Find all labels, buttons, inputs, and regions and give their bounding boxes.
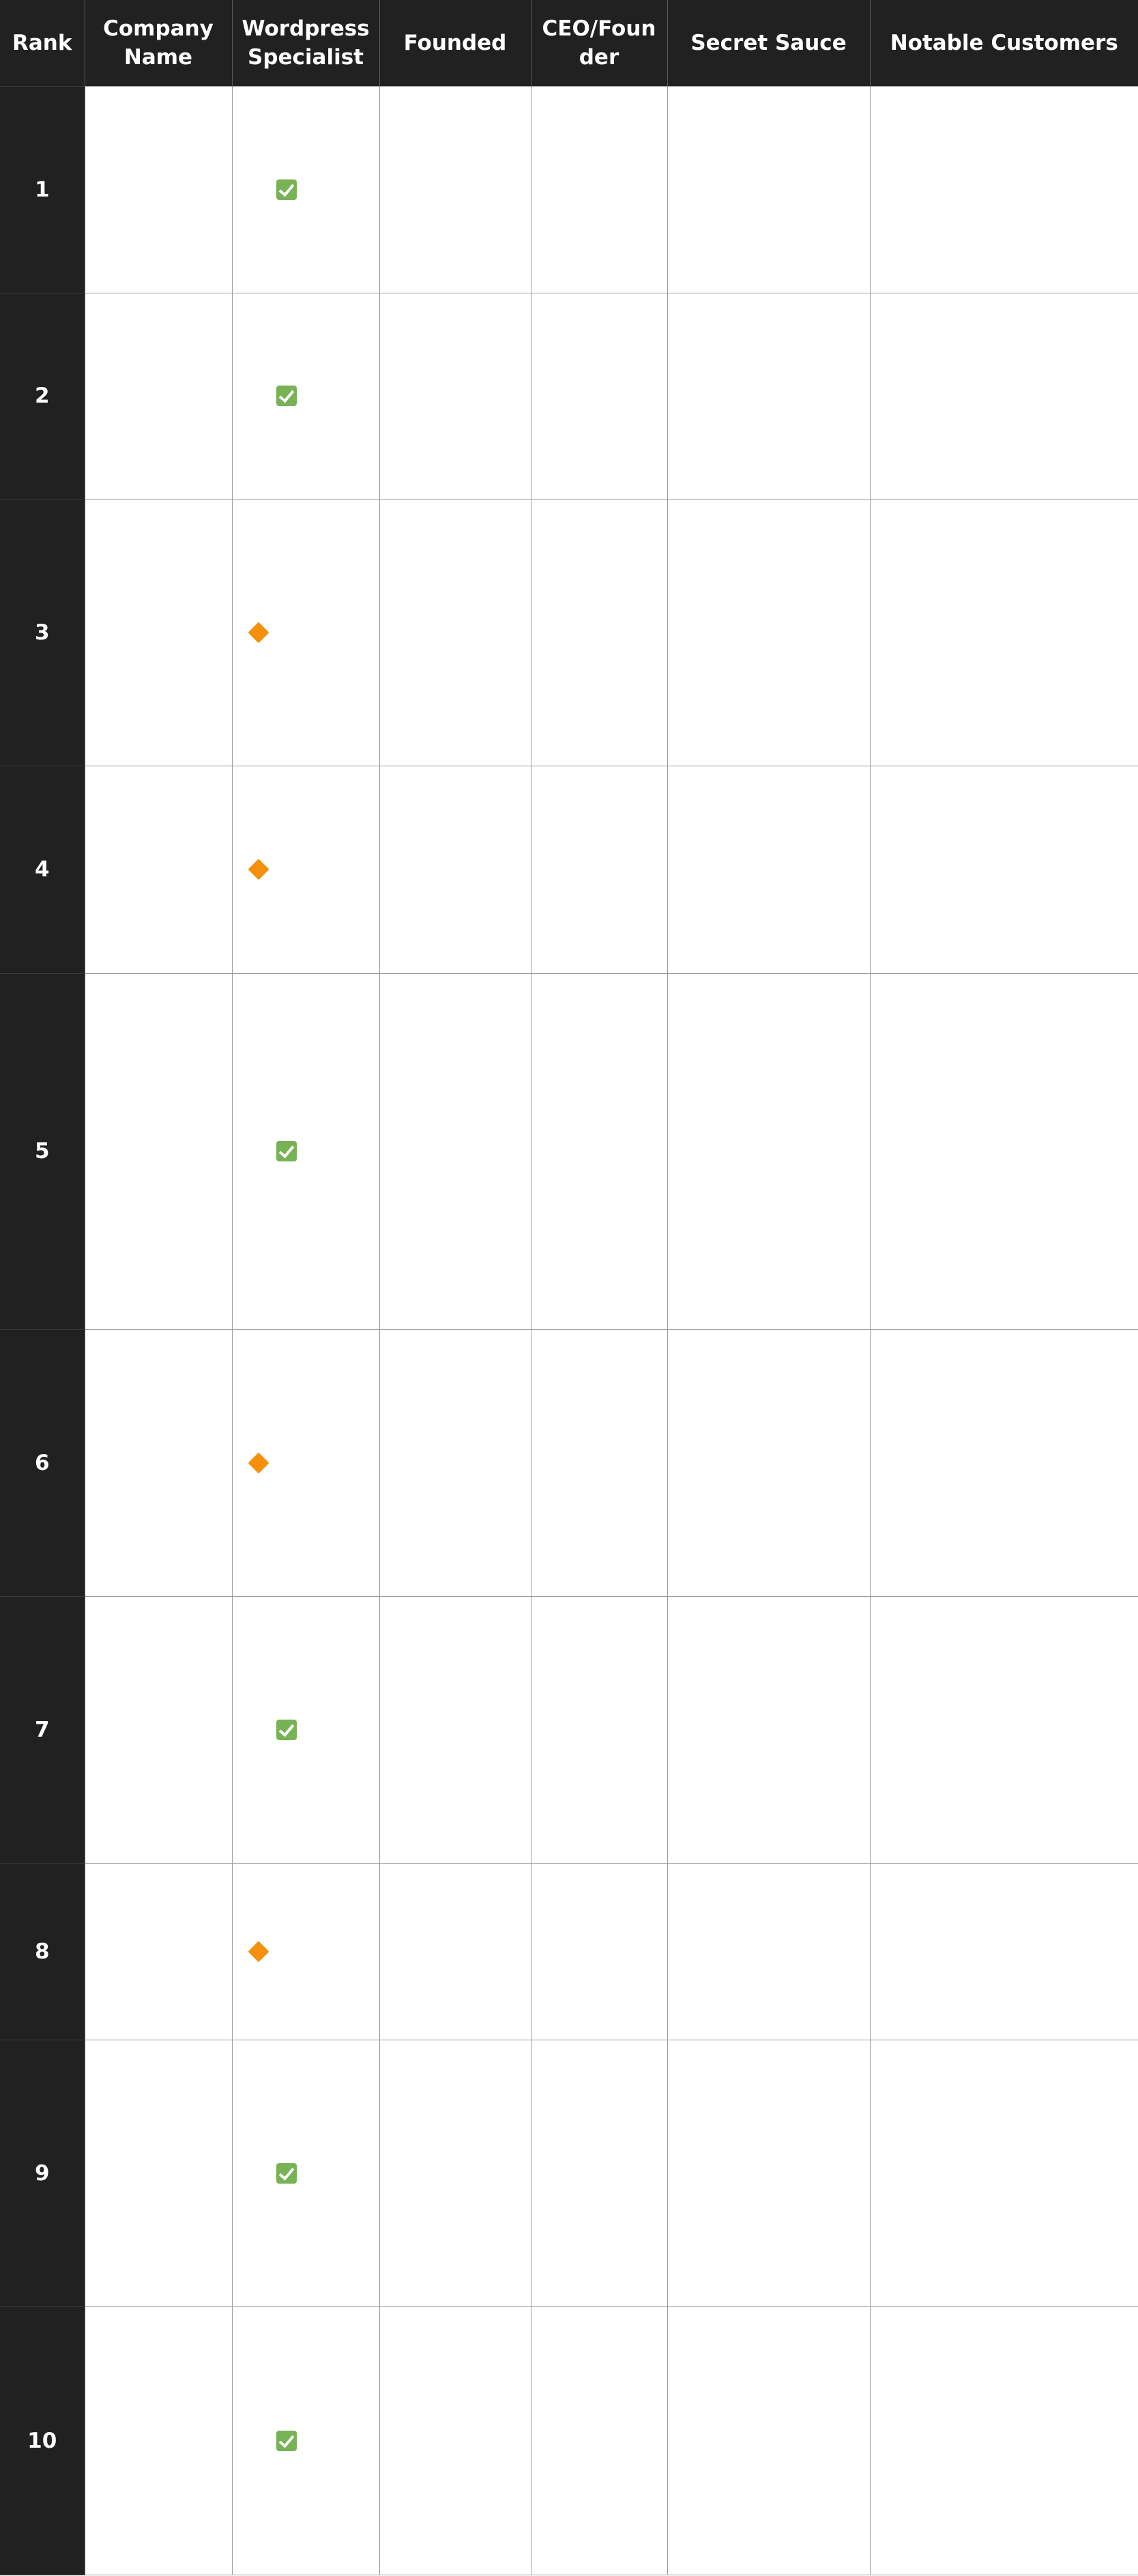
rank-cell: 4 <box>0 766 85 973</box>
founded-cell <box>379 293 531 499</box>
notable-customers-cell <box>870 2040 1138 2306</box>
table-row <box>0 1596 1138 1863</box>
secret-sauce-cell <box>667 86 870 293</box>
notable-customers-cell <box>870 2306 1138 2575</box>
secret-sauce-cell <box>667 766 870 973</box>
secret-sauce-cell <box>667 1863 870 2040</box>
founded-cell <box>379 86 531 293</box>
rank-cell: 6 <box>0 1329 85 1596</box>
secret-sauce-cell <box>667 973 870 1329</box>
secret-sauce-cell <box>667 293 870 499</box>
secret-sauce-cell <box>667 2040 870 2306</box>
diamond-icon <box>248 622 269 643</box>
table-row <box>0 499 1138 766</box>
secret-sauce-cell <box>667 2306 870 2575</box>
diamond-icon <box>248 858 269 880</box>
wordpress-specialist-cell <box>232 766 379 973</box>
company-name-cell <box>85 766 232 973</box>
rank-cell: 5 <box>0 973 85 1329</box>
notable-customers-cell <box>870 1329 1138 1596</box>
wordpress-specialist-cell <box>232 293 379 499</box>
diamond-icon <box>248 1452 269 1473</box>
rank-cell: 2 <box>0 293 85 499</box>
ceo-founder-cell <box>531 293 667 499</box>
table-row <box>0 86 1138 293</box>
check-icon <box>276 179 297 200</box>
founded-cell <box>379 2040 531 2306</box>
ceo-founder-cell <box>531 1596 667 1863</box>
founded-cell <box>379 499 531 766</box>
rank-cell: 3 <box>0 499 85 766</box>
company-name-cell <box>85 293 232 499</box>
ceo-founder-cell <box>531 766 667 973</box>
rank-cell: 10 <box>0 2306 85 2575</box>
wordpress-specialist-cell <box>232 2040 379 2306</box>
company-name-cell <box>85 499 232 766</box>
founded-cell <box>379 2306 531 2575</box>
check-icon <box>276 386 297 406</box>
header-founded: Founded <box>379 0 531 86</box>
secret-sauce-cell <box>667 499 870 766</box>
ceo-founder-cell <box>531 1329 667 1596</box>
header-secret-sauce: Secret Sauce <box>667 0 870 86</box>
ceo-founder-cell <box>531 973 667 1329</box>
table-body <box>0 86 1138 2575</box>
notable-customers-cell <box>870 86 1138 293</box>
check-icon <box>276 2431 297 2451</box>
secret-sauce-cell <box>667 1596 870 1863</box>
rank-cell: 9 <box>0 2040 85 2306</box>
company-name-cell <box>85 1329 232 1596</box>
header-ceo-founder: CEO/Founder <box>531 0 667 86</box>
diamond-icon <box>248 1941 269 1962</box>
notable-customers-cell <box>870 1863 1138 2040</box>
notable-customers-cell <box>870 1596 1138 1863</box>
wordpress-specialist-cell <box>232 86 379 293</box>
header-company-name: Company Name <box>85 0 232 86</box>
founded-cell <box>379 766 531 973</box>
table-row <box>0 1329 1138 1596</box>
rank-cell: 7 <box>0 1596 85 1863</box>
table-row <box>0 2040 1138 2306</box>
founded-cell <box>379 1596 531 1863</box>
ceo-founder-cell <box>531 2306 667 2575</box>
check-icon <box>276 1720 297 1740</box>
rank-cell: 8 <box>0 1863 85 2040</box>
wordpress-specialist-cell <box>232 499 379 766</box>
notable-customers-cell <box>870 499 1138 766</box>
notable-customers-cell <box>870 766 1138 973</box>
notable-customers-cell <box>870 293 1138 499</box>
ceo-founder-cell <box>531 86 667 293</box>
table-header <box>0 0 1138 86</box>
company-name-cell <box>85 2040 232 2306</box>
notable-customers-cell <box>870 973 1138 1329</box>
wordpress-specialist-cell <box>232 973 379 1329</box>
ceo-founder-cell <box>531 499 667 766</box>
header-notable-customers: Notable Customers <box>870 0 1138 86</box>
header-rank: Rank <box>0 0 85 86</box>
secret-sauce-cell <box>667 1329 870 1596</box>
company-name-cell <box>85 1596 232 1863</box>
company-name-cell <box>85 973 232 1329</box>
wordpress-specialist-cell <box>232 1596 379 1863</box>
check-icon <box>276 2163 297 2184</box>
table-row <box>0 973 1138 1329</box>
header-wordpress-specialist: Wordpress Specialist <box>232 0 379 86</box>
wordpress-specialist-cell <box>232 2306 379 2575</box>
company-name-cell <box>85 2306 232 2575</box>
wordpress-specialist-cell <box>232 1329 379 1596</box>
check-icon <box>276 1141 297 1161</box>
company-name-cell <box>85 86 232 293</box>
company-name-cell <box>85 1863 232 2040</box>
rank-cell: 1 <box>0 86 85 293</box>
table-row <box>0 766 1138 973</box>
founded-cell <box>379 1329 531 1596</box>
table-row <box>0 1863 1138 2040</box>
founded-cell <box>379 973 531 1329</box>
table-row <box>0 2306 1138 2575</box>
ceo-founder-cell <box>531 2040 667 2306</box>
ceo-founder-cell <box>531 1863 667 2040</box>
table-row <box>0 293 1138 499</box>
wordpress-specialist-cell <box>232 1863 379 2040</box>
founded-cell <box>379 1863 531 2040</box>
